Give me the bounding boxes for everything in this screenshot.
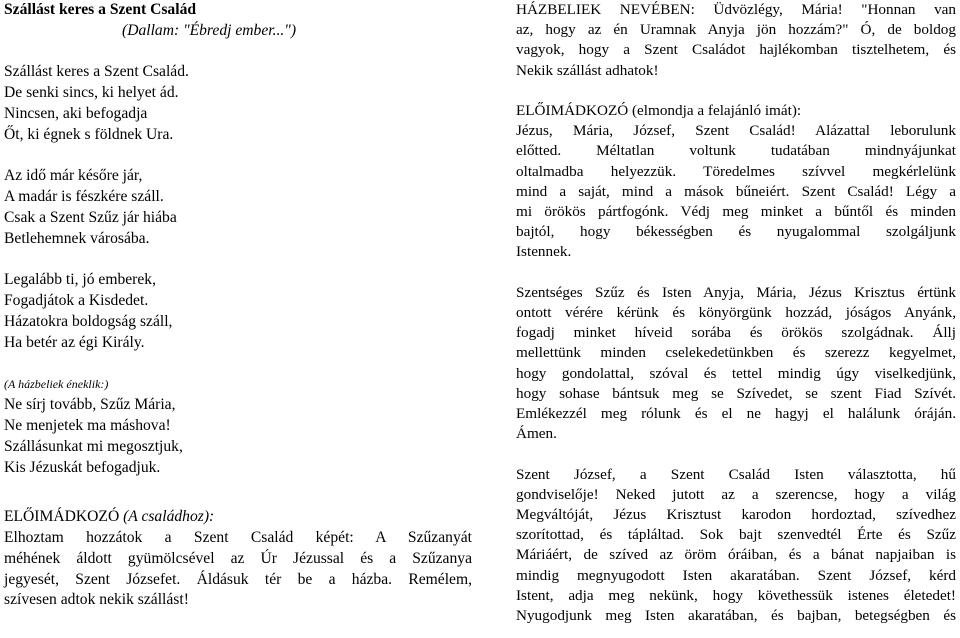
verse-line: Az idő már későre jár, [4,167,143,185]
left-column [4,0,472,611]
verse-line: Betlehemnek városába. [4,229,150,247]
prose-line: Máriáért, de szíved az öröm óráiban, és a bánat napjaiban is [516,546,956,564]
prose-line: bajtól, hogy békességben és nyugalommal szolgáljunk [516,223,956,241]
prose-line: ontott vérére kérünk és könyörgünk hozzád, jóságos Anyánk, [516,304,956,322]
stanza-4 [4,395,472,478]
stage-direction: (A házbeliek éneklik:) [4,377,109,392]
prose-line: ELŐIMÁDKOZÓ (elmondja a felajánló imát): [516,102,802,119]
prose-line: HÁZBELIEK NEVÉBEN: Üdvözlégy, Mária! "Honnan van [516,1,956,18]
prose-line: mellettünk minden cselekedetünkben és szerezz kegyelmet, [516,344,956,362]
prose-line: Szent József, a Szent Család Isten választotta, hű [516,465,956,483]
verse-line: Nincsen, aki befogadja [4,104,148,122]
prose-line: előtted. Méltatlan voltunk tudatában mindnyájunkat [516,142,956,160]
prose-line: mind a saját, mind a mások bűneiért. Szent Család! Légy a [516,182,956,200]
verse-line: A madár is fészkére száll. [4,188,164,206]
spacer [4,354,472,375]
verse-line: Szállásunkat mi megosztjuk, [4,437,183,455]
prose-line: fogadj minket híveid sorába és örökös szolgádnak. Állj [516,324,956,342]
verse-line: Szállást keres a Szent Család. [4,63,189,81]
prose-line: jegyesét, Szent Józsefet. Áldásuk tér be a házba. Remélem, [4,570,472,588]
verse-line: Ne menjetek ma máshova! [4,416,171,434]
hymn-title: Szállást keres a Szent Család [4,1,197,18]
stanza-2 [4,166,472,249]
household-response [516,0,956,81]
prose-line: Jézus, Mária, József, Szent Család! Alázattal leborulunk [516,122,956,140]
prose-line: Istennek. [516,243,572,261]
spacer [4,250,472,271]
spacer [4,42,472,63]
prose-line: hogy sohase bántsuk meg se Szívedet, se szent Fiad Szívét. [516,384,956,402]
joseph-prayer [516,465,956,627]
verse-line: Kis Jézuskát befogadjuk. [4,458,161,476]
prose-line: Nyugodjunk meg Isten akaratában, és bajban, betegségben és [516,607,956,625]
verse-line: Csak a Szent Szűz jár hiába [4,208,177,226]
spacer [516,81,956,101]
prose-line: Ámen. [516,425,557,443]
stanza-3 [4,270,472,353]
prose-line: méhének áldott gyümölcsével az Úr Jézussal és a Szűzanya [4,549,472,567]
verse-line: Házatokra boldogság száll, [4,312,173,330]
prose-line: Szentséges Szűz és Isten Anyja, Mária, Jézus Krisztus értünk [516,283,956,301]
prose-line: vagyok, hogy a Szent Családot hajlékomban tisztelhetem, és [516,41,956,59]
verse-line: Legalább ti, jó emberek, [4,271,156,289]
prose-line: Istent, adja meg nekünk, hogy követhessük istenes életedet! [516,586,956,604]
prose-line: az, hogy az én Uramnak Anyja jön hozzám?" Ó, de boldog [516,21,956,39]
prose-line: gondviselője! Neked jutott az a szerencse, hogy a világ [516,485,956,503]
leader-label: ELŐIMÁDKOZÓ [4,508,120,526]
prose-line: Emlékezzél meg rólunk és el ne hagyj el halálunk óráján. [516,405,956,423]
leader-section [4,507,472,611]
prose-line: szorítottad, és tápláltad. Sok bajt szenvedtél Érte és Szűz [516,526,956,544]
stanza-1 [4,62,472,145]
spacer [4,478,472,499]
prose-line: szívesen adtok nekik szállást! [4,591,189,609]
spacer [516,263,956,283]
leader-note: (A családhoz): [123,508,215,526]
prose-line: oltalmadba helyezzük. Töredelmes szívvel megkérlelünk [516,162,956,180]
verse-line: Őt, ki égnek s földnek Ura. [4,125,174,143]
prose-line: mi örökös pártfogónk. Védj meg minket a bűntől és minden [516,203,956,221]
leader-heading [4,507,472,528]
spacer [516,444,956,464]
prose-line: hogy gondolattal, szóval és tettel mindig úgy viselkedjünk, [516,364,956,382]
offering-prayer [516,101,956,263]
prose-line: Nekik szállást adhatok! [516,61,659,79]
right-column [516,0,956,626]
verse-line: Ha betér az égi Király. [4,333,145,351]
spacer [4,146,472,167]
verse-line: Ne sírj tovább, Szűz Mária, [4,396,176,414]
prose-line: mindig megnyugodott Isten akaratában. Szent József, kérd [516,566,956,584]
marian-prayer [516,283,956,445]
prose-line: Elhoztam hozzátok a Szent Család képét: A Szűzanyát [4,528,472,546]
prose-line: Megváltóját, Jézus Krisztust karodon hordoztad, szívedhez [516,506,956,524]
verse-line: Fogadjátok a Kisdedet. [4,292,149,310]
hymn-melody-note: (Dallam: "Ébredj ember...") [122,21,297,39]
verse-line: De senki sincs, ki helyet ád. [4,84,179,102]
